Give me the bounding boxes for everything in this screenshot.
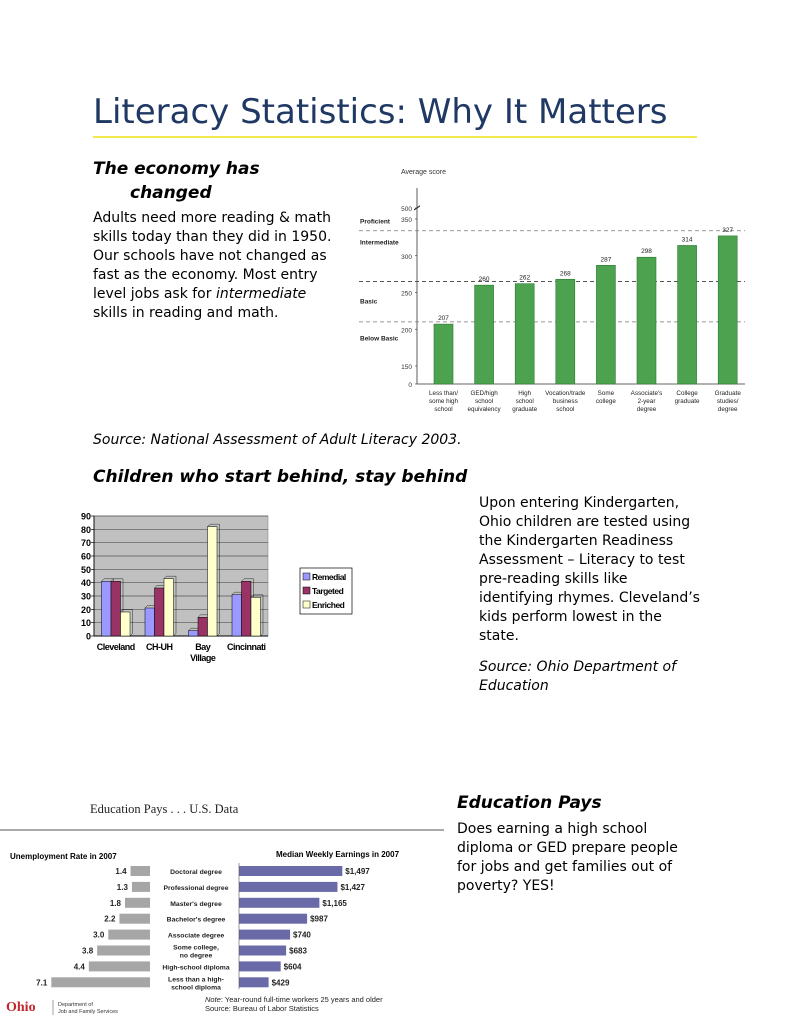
category-label-line: Bay xyxy=(195,642,211,652)
earnings-bar xyxy=(239,882,337,892)
category-label-line: degree xyxy=(636,406,657,413)
earnings-value: $740 xyxy=(293,930,311,940)
y-tick-label: 60 xyxy=(80,551,91,562)
unemployment-bar xyxy=(108,930,150,940)
unemployment-bar xyxy=(131,866,150,876)
unemployment-value: 3.8 xyxy=(82,946,94,956)
earnings-bar xyxy=(239,961,281,971)
legend-swatch xyxy=(303,587,310,594)
level-label: Basic xyxy=(360,298,378,306)
score-bar xyxy=(678,245,697,384)
unemployment-value: 4.4 xyxy=(73,962,85,972)
y-tick-label: 150 xyxy=(401,364,412,371)
degree-label xyxy=(167,917,226,924)
category-label-line: Graduate xyxy=(714,390,741,397)
y-tick-label: 500 xyxy=(401,206,412,214)
category-label-line: equivalency xyxy=(467,406,501,413)
legend-swatch xyxy=(303,573,310,580)
level-label: Proficient xyxy=(360,218,390,226)
children-body: Upon entering Kindergarten, Ohio children are tested using the Kindergarten Readiness Assessment – Literacy to test pre-reading skills like identifying rhymes. Cleveland’s kids perform lowest in the state. xyxy=(479,495,700,644)
ohio-logo-word: Ohio xyxy=(6,1000,36,1015)
kra-bar-enriched xyxy=(251,597,261,636)
figure-note xyxy=(205,995,383,1004)
category-label xyxy=(715,390,742,413)
figure-note-text: : Year-round full-time workers 25 years and older xyxy=(220,995,383,1004)
category-label-line: studies/ xyxy=(716,398,739,405)
category-label-line: school xyxy=(434,406,453,413)
unemployment-bar xyxy=(97,946,150,956)
legend-label: Targeted xyxy=(312,586,344,596)
kra-bar-targeted xyxy=(242,581,252,636)
category-label-line: school xyxy=(474,398,494,405)
economy-body-post: skills in reading and math. xyxy=(93,305,279,321)
kra-bar-enriched xyxy=(208,527,218,636)
economy-body xyxy=(93,209,343,323)
degree-label-line: no degree xyxy=(179,952,213,960)
earnings-value: $683 xyxy=(289,946,307,956)
category-label xyxy=(675,390,700,405)
earnings-value: $1,165 xyxy=(322,898,347,908)
y-tick-label: 250 xyxy=(401,290,412,298)
degree-label-line: High-school diploma xyxy=(162,964,230,972)
degree-label xyxy=(164,885,229,892)
ohio-logo-line1: Department of xyxy=(58,1002,93,1008)
degree-label xyxy=(170,901,222,908)
score-value-label: 298 xyxy=(641,248,652,256)
kra-bar-targeted xyxy=(155,588,165,636)
category-label-line: Some xyxy=(597,390,615,397)
category-label xyxy=(631,390,663,413)
category-label-line: Vocation/trade xyxy=(545,390,586,397)
score-value-label: 260 xyxy=(478,276,490,284)
category-label-line: Associate's xyxy=(630,390,663,397)
category-label xyxy=(467,390,501,413)
y-tick-label: 40 xyxy=(80,578,91,589)
children-heading: Children who start behind, stay behind xyxy=(93,467,468,487)
unemployment-value: 2.2 xyxy=(104,914,116,924)
degree-label-line: Bachelor's degree xyxy=(166,916,226,924)
kindergarten-readiness-chart xyxy=(60,508,380,673)
y-tick-label: 90 xyxy=(80,511,91,522)
unemployment-value: 1.3 xyxy=(116,882,128,892)
category-label xyxy=(97,642,135,652)
economy-body-em: intermediate xyxy=(215,286,307,302)
category-label-line: High xyxy=(518,390,532,397)
kra-bar-enriched xyxy=(121,612,131,636)
degree-label xyxy=(168,976,224,991)
degree-label-line: Associate degree xyxy=(167,932,225,940)
degree-label-line: Doctoral degree xyxy=(170,869,222,876)
unemployment-bar xyxy=(51,977,150,987)
children-source: Source: Ohio Department of Education xyxy=(479,659,677,694)
earnings-bar xyxy=(239,914,307,924)
category-label-line: graduate xyxy=(674,398,700,405)
degree-label-line: school diploma xyxy=(171,984,221,992)
y-tick-label: 300 xyxy=(401,253,412,261)
category-label xyxy=(512,390,537,413)
score-bar xyxy=(637,257,656,384)
degree-label-line: Professional degree xyxy=(163,884,229,892)
category-label-line: College xyxy=(676,390,698,397)
education-pays-body: Does earning a high school diploma or GED prepare people for jobs and get families out of poverty? YES! xyxy=(457,821,678,894)
unemployment-bar xyxy=(132,882,150,892)
score-value-label: 327 xyxy=(722,226,734,234)
score-value-label: 314 xyxy=(681,236,693,244)
unemployment-value: 7.1 xyxy=(36,978,48,988)
earnings-bar xyxy=(239,946,286,956)
score-value-label: 268 xyxy=(559,270,571,278)
y-axis-title: Average score xyxy=(401,169,447,176)
earnings-bar xyxy=(239,977,269,987)
education-pays-heading: Education Pays xyxy=(457,793,602,813)
unemployment-bar xyxy=(89,961,150,971)
level-label: Below Basic xyxy=(360,335,399,343)
category-label xyxy=(429,390,459,413)
score-bar xyxy=(556,279,575,384)
y-tick-label: 200 xyxy=(401,327,412,335)
category-label-line: CH-UH xyxy=(146,642,173,652)
degree-label-line: Less than a high- xyxy=(168,976,224,984)
kra-bar-targeted xyxy=(111,581,121,636)
y-tick-label: 10 xyxy=(80,618,91,629)
legend-label: Enriched xyxy=(312,600,345,610)
degree-label xyxy=(170,869,222,876)
figure-heading: Education Pays . . . U.S. Data xyxy=(90,802,239,816)
unemployment-value: 1.4 xyxy=(115,867,127,876)
degree-label xyxy=(173,945,219,960)
unemployment-title: Unemployment Rate in 2007 xyxy=(10,852,117,861)
score-bar xyxy=(596,265,615,384)
earnings-bar xyxy=(239,898,319,908)
category-label-line: school xyxy=(556,406,575,413)
economy-heading-line2: changed xyxy=(130,183,212,203)
category-label-line: college xyxy=(595,398,616,405)
figure-source: Source: Bureau of Labor Statistics xyxy=(205,1004,319,1013)
unemployment-value: 3.0 xyxy=(93,930,105,940)
y-tick-label: 0 xyxy=(408,382,412,389)
category-label-line: some high xyxy=(428,398,459,405)
score-value-label: 287 xyxy=(600,256,612,264)
earnings-title: Median Weekly Earnings in 2007 xyxy=(276,850,400,859)
y-tick-label: 70 xyxy=(80,538,91,549)
economy-body-pre: Adults need more reading & math skills today than they did in 1950. Our schools have not changed as fast as the economy. Most entry level jobs ask for xyxy=(93,210,332,302)
category-label-line: 2-year xyxy=(637,398,656,405)
category-label xyxy=(596,390,616,405)
earnings-value: $604 xyxy=(283,962,302,972)
category-label-line: Village xyxy=(190,653,216,663)
economy-heading-line1: The economy has xyxy=(93,159,260,179)
economy-heading xyxy=(93,157,353,205)
economy-source: Source: National Assessment of Adult Literacy 2003. xyxy=(93,432,462,448)
degree-label xyxy=(162,964,229,971)
y-tick-label: 20 xyxy=(80,604,91,615)
earnings-value: $429 xyxy=(271,978,290,988)
kra-bar-targeted xyxy=(198,617,208,636)
y-tick-label: 80 xyxy=(80,524,91,535)
kra-bar-remedial xyxy=(232,595,242,636)
earnings-bar xyxy=(239,930,290,940)
kra-bar-remedial xyxy=(145,608,155,636)
category-label-line: degree xyxy=(717,406,738,413)
category-label-line: GED/high xyxy=(470,390,498,397)
kra-bar-enriched xyxy=(164,579,174,636)
legend-label: Remedial xyxy=(312,572,346,582)
ohio-logo-line2: Job and Family Services xyxy=(58,1009,118,1015)
y-tick-label: 0 xyxy=(85,631,91,642)
category-label-line: graduate xyxy=(512,406,538,413)
unemployment-value: 1.8 xyxy=(109,898,121,908)
earnings-value: $1,427 xyxy=(340,882,365,892)
literacy-score-chart xyxy=(355,163,750,423)
legend-swatch xyxy=(303,601,310,608)
category-label xyxy=(227,642,266,652)
degree-label-line: Some college, xyxy=(173,944,219,952)
earnings-value: $1,497 xyxy=(345,867,370,876)
category-label-line: Less than/ xyxy=(428,390,459,397)
degree-label xyxy=(168,933,225,940)
score-value-label: 262 xyxy=(519,274,531,282)
title-underline xyxy=(93,136,697,138)
kra-bar-remedial xyxy=(189,631,199,636)
earnings-value: $987 xyxy=(310,914,328,924)
category-label-line: school xyxy=(515,398,534,405)
level-label: Intermediate xyxy=(360,239,399,247)
unemployment-bar xyxy=(119,914,150,924)
category-label xyxy=(545,390,586,413)
category-label-line: Cleveland xyxy=(96,642,135,652)
score-bar xyxy=(718,236,737,384)
category-label xyxy=(190,642,216,663)
earnings-bar xyxy=(239,866,342,876)
figure-note-label: Note xyxy=(205,995,221,1004)
unemployment-bar xyxy=(125,898,150,908)
kra-bar-remedial xyxy=(102,581,112,636)
y-tick-label: 30 xyxy=(80,591,91,602)
score-value-label: 207 xyxy=(438,315,449,323)
y-tick-label: 350 xyxy=(401,217,412,224)
category-label xyxy=(146,642,173,652)
score-bar xyxy=(434,324,453,384)
category-label-line: Cincinnati xyxy=(226,642,266,652)
page-title: Literacy Statistics: Why It Matters xyxy=(93,92,668,132)
degree-label-line: Master's degree xyxy=(170,900,222,908)
score-bar xyxy=(475,285,494,384)
y-tick-label: 50 xyxy=(80,564,91,575)
education-pays-figure xyxy=(0,795,450,1020)
category-label-line: business xyxy=(552,398,578,405)
score-bar xyxy=(515,284,534,384)
